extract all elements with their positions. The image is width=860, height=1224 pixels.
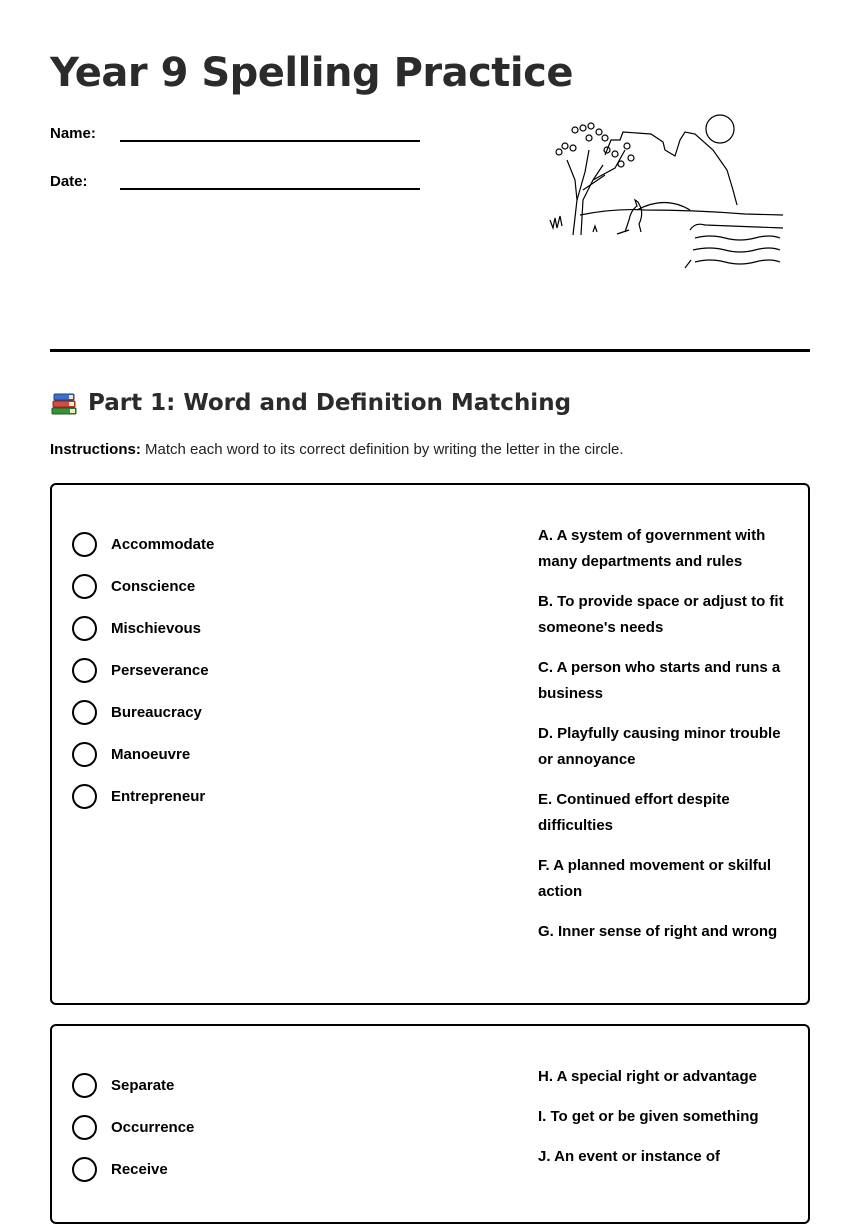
word-text: Manoeuvre [111, 745, 191, 763]
name-label: Name: [50, 125, 96, 142]
date-label: Date: [50, 173, 88, 190]
word-item [72, 565, 214, 607]
definition-item: E. Continued effort despite difficulties [538, 791, 730, 834]
matching-box-2 [50, 1024, 810, 1224]
definition-item: D. Playfully causing minor trouble or annoyance [538, 725, 781, 768]
word-item [72, 607, 214, 649]
definition-list-2 [538, 1064, 793, 1184]
instructions [50, 441, 624, 458]
word-text: Mischievous [111, 619, 202, 637]
word-item [72, 775, 214, 817]
answer-circle[interactable] [72, 532, 97, 557]
answer-circle[interactable] [72, 1115, 97, 1140]
definition-item: H. A special right or advantage [538, 1068, 757, 1085]
definition-item: F. A planned movement or skilful action [538, 857, 772, 900]
section-title-text: Part 1: Word and Definition Matching [88, 390, 572, 416]
definition-item: G. Inner sense of right and wrong [538, 923, 778, 940]
date-field [50, 170, 420, 190]
answer-circle[interactable] [72, 784, 97, 809]
answer-circle[interactable] [72, 1157, 97, 1182]
page-title: Year 9 Spelling Practice [50, 50, 573, 96]
word-text: Bureaucracy [111, 703, 202, 721]
word-text: Perseverance [111, 661, 209, 679]
matching-box-1 [50, 483, 810, 1005]
name-field [50, 122, 420, 142]
name-line[interactable] [120, 122, 420, 142]
word-text: Receive [111, 1160, 168, 1178]
answer-circle[interactable] [72, 616, 97, 641]
definition-item: I. To get or be given something [538, 1108, 759, 1125]
definition-list-1 [538, 523, 793, 959]
answer-circle[interactable] [72, 700, 97, 725]
instructions-label: Instructions: [50, 441, 141, 458]
word-item [72, 733, 214, 775]
word-text: Separate [111, 1076, 175, 1094]
word-item [72, 1106, 194, 1148]
word-text: Entrepreneur [111, 787, 206, 805]
definition-item: A. A system of government with many departments and rules [538, 527, 766, 570]
definition-item: J. An event or instance of [538, 1148, 720, 1165]
word-text: Accommodate [111, 535, 215, 553]
instructions-text: Match each word to its correct definition by writing the letter in the circle. [140, 441, 624, 458]
word-list-1 [72, 523, 214, 817]
date-line[interactable] [120, 170, 420, 190]
word-list-2 [72, 1064, 194, 1190]
definition-item: B. To provide space or adjust to fit someone's needs [538, 593, 784, 636]
word-item [72, 1148, 194, 1190]
section-title-part1 [50, 390, 571, 416]
definition-item: C. A person who starts and runs a business [538, 659, 781, 702]
answer-circle[interactable] [72, 742, 97, 767]
header-divider [50, 349, 810, 352]
answer-circle[interactable] [72, 574, 97, 599]
books-icon [50, 390, 78, 416]
word-text: Occurrence [111, 1118, 195, 1136]
word-item [72, 1064, 194, 1106]
answer-circle[interactable] [72, 658, 97, 683]
word-text: Conscience [111, 577, 196, 595]
word-item [72, 523, 214, 565]
word-item [72, 691, 214, 733]
word-item [72, 649, 214, 691]
answer-circle[interactable] [72, 1073, 97, 1098]
outback-landscape-illustration [545, 110, 790, 275]
